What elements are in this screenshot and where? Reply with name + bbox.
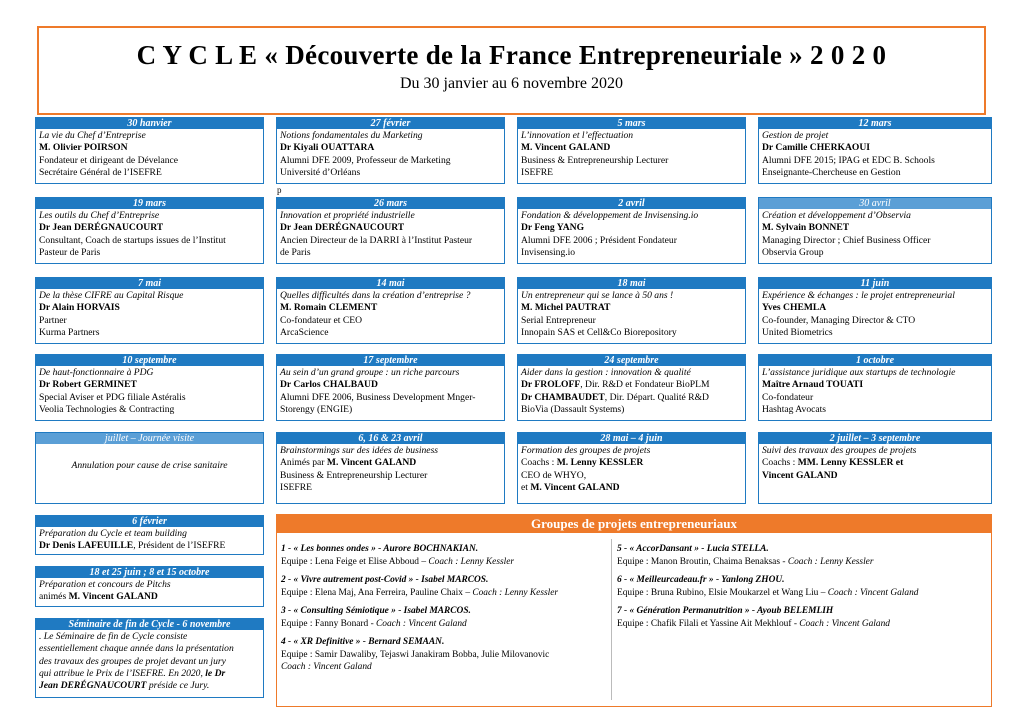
session-line: Pasteur de Paris bbox=[39, 246, 101, 258]
session-text: Annulation pour cause de crise sanitaire bbox=[71, 460, 228, 471]
session-line: CEO de WHYO, bbox=[521, 469, 587, 481]
session-line: Storengy (ENGIE) bbox=[280, 403, 353, 415]
session-date: 10 septembre bbox=[36, 355, 263, 366]
session-line: Innopain SAS et Cell&Co Biorepository bbox=[521, 326, 677, 338]
session-date: 14 mai bbox=[277, 278, 504, 289]
session-date: 17 septembre bbox=[277, 355, 504, 366]
session-speaker: Dr Jean DERÉGNAUCOURT bbox=[39, 222, 164, 234]
session-line: Université d’Orléans bbox=[280, 166, 361, 178]
session-topic: La vie du Chef d’Entreprise bbox=[39, 130, 146, 141]
session-date: 18 et 25 juin ; 8 et 15 octobre bbox=[36, 567, 263, 578]
session-card bbox=[517, 277, 746, 344]
session-topic: Au sein d’un grand groupe : un riche parcours bbox=[280, 367, 460, 378]
session-date: 24 septembre bbox=[518, 355, 745, 366]
session-card bbox=[276, 117, 505, 184]
project-group bbox=[617, 543, 987, 568]
session-card bbox=[35, 277, 264, 344]
session-card bbox=[35, 197, 264, 264]
session-speaker: Dr Robert GERMINET bbox=[39, 379, 137, 391]
session-card bbox=[758, 117, 992, 184]
session-card bbox=[276, 277, 505, 344]
project-groups-panel bbox=[276, 514, 992, 707]
session-speaker: Dr CHAMBAUDET bbox=[521, 391, 605, 403]
group-title: 4 - « XR Definitive » - Bernard SEMAAN. bbox=[281, 637, 445, 647]
session-date: 18 mai bbox=[518, 278, 745, 289]
session-speaker: MM. Lenny KESSLER et bbox=[797, 457, 904, 469]
group-coach: Coach : Lenny Kessler bbox=[787, 556, 874, 567]
session-topic: Formation des groupes de projets bbox=[521, 445, 651, 456]
session-date: 30 hanvier bbox=[36, 118, 263, 129]
session-card bbox=[517, 354, 746, 421]
session-line: Secrétaire Général de l’ISEFRE bbox=[39, 166, 162, 178]
session-card bbox=[276, 197, 505, 264]
session-speaker: Dr FROLOFF bbox=[521, 379, 581, 391]
session-line: Consultant, Coach de startups issues de l’Institut bbox=[39, 234, 226, 246]
session-prefix: et bbox=[521, 481, 531, 493]
session-line: Veolia Technologies & Contracting bbox=[39, 403, 175, 415]
project-group bbox=[617, 605, 987, 630]
session-line: Co-fondateur et CEO bbox=[280, 314, 363, 326]
session-card bbox=[276, 354, 505, 421]
group-coach: Coach : Vincent Galand bbox=[799, 618, 890, 629]
group-coach: Coach : Lenny Kessler bbox=[472, 587, 559, 598]
session-speaker: Vincent GALAND bbox=[762, 469, 838, 481]
session-speaker: Dr Camille CHERKAOUI bbox=[762, 142, 871, 154]
session-speaker: M. Romain CLEMENT bbox=[280, 302, 378, 314]
session-speaker: M. Michel PAUTRAT bbox=[521, 302, 611, 314]
session-card-formation bbox=[517, 432, 746, 504]
group-coach: Coach : Vincent Galand bbox=[827, 587, 919, 598]
group-team: Equipe : Samir Dawaliby, Tejaswi Janakiram Bobba, Julie Milovanovic bbox=[281, 649, 550, 660]
session-card-february bbox=[35, 515, 264, 555]
session-topic: Expérience & échanges : le projet entrepreneurial bbox=[762, 290, 955, 301]
session-topic: Préparation et concours de Pitchs bbox=[39, 579, 171, 590]
project-group bbox=[617, 574, 987, 599]
session-topic: Les outils du Chef d’Entreprise bbox=[39, 210, 160, 221]
session-topic: Création et développement d’Observia bbox=[762, 210, 911, 221]
group-team: Equipe : Fanny Bonard - bbox=[281, 618, 377, 629]
project-group bbox=[281, 574, 611, 599]
project-group bbox=[281, 543, 611, 568]
session-date: 2 juillet – 3 septembre bbox=[759, 433, 991, 444]
session-topic: Aider dans la gestion : innovation & qualité bbox=[521, 367, 691, 378]
session-topic: De la thèse CIFRE au Capital Risque bbox=[39, 290, 184, 301]
session-speaker: M. Vincent GALAND bbox=[326, 457, 417, 469]
session-prefix: Coachs : bbox=[521, 457, 557, 469]
session-date: 11 juin bbox=[759, 278, 991, 289]
session-line: Alumni DFE 2009, Professeur de Marketing bbox=[280, 154, 451, 166]
session-line: Business & Entrepreneurship Lecturer bbox=[521, 154, 669, 166]
session-speaker: Dr Jean DERÉGNAUCOURT bbox=[280, 222, 405, 234]
session-speaker: M. Vincent GALAND bbox=[68, 591, 158, 603]
session-card-visit bbox=[35, 432, 264, 504]
session-line: Partner bbox=[39, 314, 67, 326]
session-line: ArcaScience bbox=[280, 326, 329, 338]
session-speaker: M. Vincent GALAND bbox=[530, 481, 620, 493]
session-line: BioVia (Dassault Systems) bbox=[521, 403, 625, 415]
seminar-line: qui attribue le Prix de l’ISEFRE. En 2020, bbox=[39, 667, 206, 679]
session-card bbox=[35, 354, 264, 421]
session-topic: Préparation du Cycle et team building bbox=[39, 528, 187, 539]
session-line: Alumni DFE 2006 ; Président Fondateur bbox=[521, 234, 677, 246]
session-line: Fondateur et dirigeant de Dévelance bbox=[39, 154, 179, 166]
session-line: de Paris bbox=[280, 246, 311, 258]
session-line: Hashtag Avocats bbox=[762, 403, 827, 415]
stray-mark: p bbox=[277, 185, 282, 195]
group-title: 3 - « Consulting Sémiotique » - Isabel MARCOS. bbox=[281, 606, 471, 616]
session-line: Kurma Partners bbox=[39, 326, 100, 338]
session-card bbox=[758, 277, 992, 344]
page-subtitle: Du 30 janvier au 6 novembre 2020 bbox=[399, 75, 624, 92]
session-topic: Suivi des travaux des groupes de projets bbox=[762, 445, 917, 456]
session-topic: Innovation et propriété industrielle bbox=[280, 210, 415, 221]
group-title: 6 - « Meilleurcadeau.fr » - Yanlong ZHOU. bbox=[617, 575, 785, 585]
session-card-suivi bbox=[758, 432, 992, 504]
session-card bbox=[758, 354, 992, 421]
group-team: Equipe : Manon Broutin, Chaima Benaksas - bbox=[617, 556, 788, 567]
session-card-pitchs bbox=[35, 566, 264, 607]
session-topic: Fondation & développement de Invisensing.io bbox=[521, 210, 699, 221]
session-date: 2 avril bbox=[518, 198, 745, 209]
project-group bbox=[281, 636, 611, 674]
session-date: 1 octobre bbox=[759, 355, 991, 366]
session-card bbox=[517, 117, 746, 184]
seminar-bold: le Dr bbox=[205, 667, 226, 679]
session-speaker: Dr Denis LAFEUILLE bbox=[39, 540, 134, 552]
session-date: 12 mars bbox=[759, 118, 991, 129]
group-title: 5 - « AccorDansant » - Lucia STELLA. bbox=[617, 544, 769, 554]
session-speaker: Dr Alain HORVAIS bbox=[39, 302, 120, 314]
session-line: Alumni DFE 2006, Business Development Mnger- bbox=[280, 391, 476, 403]
session-line: Ancien Directeur de la DARRI à l’Institut Pasteur bbox=[280, 234, 473, 246]
session-topic: Notions fondamentales du Marketing bbox=[280, 130, 423, 141]
session-topic: L’innovation et l’effectuation bbox=[521, 130, 634, 141]
session-date: 27 février bbox=[277, 118, 504, 129]
session-topic: L’assistance juridique aux startups de technologie bbox=[762, 367, 956, 378]
session-speaker: M. Lenny KESSLER bbox=[556, 457, 644, 469]
session-date: juillet – Journée visite bbox=[36, 433, 263, 444]
session-prefix: animés bbox=[39, 591, 69, 603]
session-speaker: Dr Kiyali OUATTARA bbox=[280, 142, 375, 154]
session-prefix: Coachs : bbox=[762, 457, 798, 469]
session-topic: Brainstormings sur des idées de business bbox=[280, 445, 439, 456]
session-line: Invisensing.io bbox=[521, 246, 576, 258]
page-header bbox=[37, 26, 986, 115]
group-team: Equipe : Bruna Rubino, Elsie Moukarzel et Wang Liu – bbox=[617, 587, 828, 598]
group-team: Equipe : Chafik Filali et Yassine Ait Mekhlouf - bbox=[617, 618, 800, 629]
seminar-line: . Le Séminaire de fin de Cycle consiste bbox=[39, 631, 188, 642]
session-line: Observia Group bbox=[762, 246, 824, 258]
session-line: Co-fondateur bbox=[762, 391, 814, 403]
session-topic: De haut-fonctionnaire à PDG bbox=[39, 367, 154, 378]
session-line: Enseignante-Chercheuse en Gestion bbox=[762, 166, 901, 178]
group-coach: Coach : Lenny Kessler bbox=[428, 556, 515, 567]
session-date: 28 mai – 4 juin bbox=[518, 433, 745, 444]
session-line: Co-founder, Managing Director & CTO bbox=[762, 314, 916, 326]
group-coach: Coach : Vincent Galand bbox=[281, 662, 372, 672]
session-prefix: Animés par bbox=[280, 457, 327, 469]
group-title: 2 - « Vivre autrement post-Covid » - Isabel MARCOS. bbox=[281, 575, 489, 585]
seminar-line: préside ce Jury. bbox=[146, 680, 210, 692]
session-date: 5 mars bbox=[518, 118, 745, 129]
session-date: 19 mars bbox=[36, 198, 263, 209]
project-group bbox=[281, 605, 611, 630]
group-title: 1 - « Les bonnes ondes » - Aurore BOCHNAKIAN. bbox=[281, 544, 479, 554]
session-card bbox=[517, 197, 746, 264]
session-line: ISEFRE bbox=[280, 481, 312, 493]
page-title: C Y C L E « Découverte de la France Entrepreneuriale » 2 0 2 0 bbox=[136, 40, 887, 70]
session-date: 7 mai bbox=[36, 278, 263, 289]
session-card bbox=[35, 117, 264, 184]
session-line: , Dir. Départ. Qualité R&D bbox=[604, 391, 709, 403]
session-line: Serial Entrepreneur bbox=[521, 314, 596, 326]
seminar-line: essentiellement chaque année dans la présentation bbox=[39, 643, 234, 655]
group-coach: Coach : Vincent Galand bbox=[376, 618, 467, 629]
group-team: Equipe : Lena Feige et Elise Abboud – bbox=[281, 556, 429, 567]
session-line: , Dir. R&D et Fondateur BioPLM bbox=[580, 379, 710, 391]
session-card bbox=[758, 197, 992, 264]
session-speaker: Maître Arnaud TOUATI bbox=[762, 379, 864, 391]
session-speaker: M. Sylvain BONNET bbox=[762, 222, 850, 234]
session-date: 30 avril bbox=[759, 198, 991, 209]
session-speaker: Dr Carlos CHALBAUD bbox=[280, 379, 378, 391]
session-line: , Président de l’ISEFRE bbox=[133, 540, 226, 552]
session-date: 6, 16 & 23 avril bbox=[277, 433, 504, 444]
session-speaker: M. Olivier POIRSON bbox=[39, 142, 128, 154]
session-date: Séminaire de fin de Cycle - 6 novembre bbox=[36, 619, 263, 630]
groups-right-column bbox=[617, 543, 987, 636]
seminar-line: des travaux des groupes de projet devant un jury bbox=[39, 655, 226, 667]
session-line: Business & Entrepreneurship Lecturer bbox=[280, 469, 428, 481]
session-date: 6 février bbox=[36, 516, 263, 527]
session-date: 26 mars bbox=[277, 198, 504, 209]
session-line: Managing Director ; Chief Business Officer bbox=[762, 234, 931, 246]
groups-left-column bbox=[281, 543, 611, 680]
session-card-brainstorm bbox=[276, 432, 505, 504]
session-topic: Un entrepreneur qui se lance à 50 ans ! bbox=[521, 290, 674, 301]
session-speaker: M. Vincent GALAND bbox=[521, 142, 611, 154]
session-card-seminar bbox=[35, 618, 264, 698]
session-line: United Biometrics bbox=[762, 326, 833, 338]
session-line: Special Aviser et PDG filiale Astéralis bbox=[39, 391, 186, 403]
session-speaker: Yves CHEMLA bbox=[762, 302, 827, 314]
session-line: ISEFRE bbox=[521, 166, 553, 178]
group-title: 7 - « Génération Permanutrition » - Ayoub BELEMLIH bbox=[617, 606, 834, 616]
session-topic: Quelles difficultés dans la création d’entreprise ? bbox=[280, 290, 471, 301]
seminar-bold: Jean DERÉGNAUCOURT bbox=[39, 680, 147, 692]
session-topic: Gestion de projet bbox=[762, 130, 829, 141]
session-speaker: Dr Feng YANG bbox=[521, 222, 585, 234]
group-team: Equipe : Elena Maj, Ana Ferreira, Pauline Chaix – bbox=[281, 587, 473, 598]
project-groups-title: Groupes de projets entrepreneuriaux bbox=[277, 515, 991, 533]
session-line: Alumni DFE 2015; IPAG et EDC B. Schools bbox=[762, 154, 935, 166]
groups-divider bbox=[611, 539, 612, 700]
